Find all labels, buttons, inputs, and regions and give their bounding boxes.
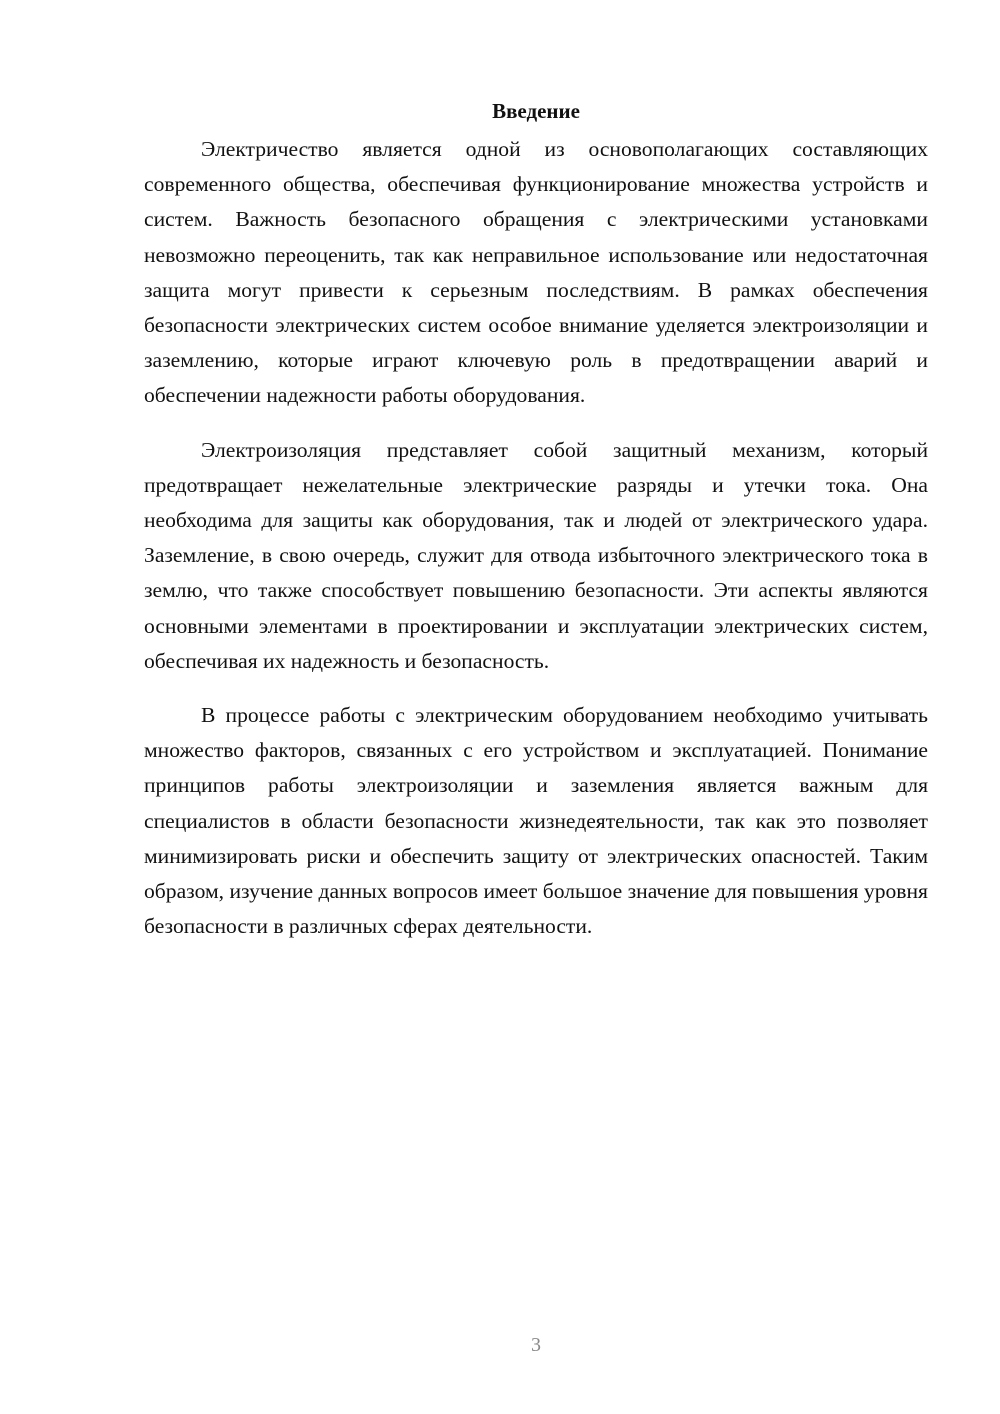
page-number: 3 (531, 1334, 541, 1356)
page-content (144, 96, 928, 963)
paragraph-3: В процессе работы с электрическим оборудованием необходимо учитывать множество факторов, связанных с его устройством и эксплуатацией. Понимание принципов работы электроизоляции и заземления является важным для специалистов в области безопасности жизнедеятельности, так как это позволяет минимизировать риски и обеспечить защиту от электрических опасностей. Таким образом, изучение данных вопросов имеет большое значение для повышения уровня безопасности в различных сферах деятельности. (144, 703, 928, 939)
section-heading: Введение (492, 99, 580, 123)
paragraph-1: Электричество является одной из основополагающих составляющих современного общества, обеспечивая функционирование множества устройств и систем. Важность безопасного обращения с электрическими установками невозможно переоценить, так как неправильное использование или недостаточная защита могут привести к серьезным последствиям. В рамках обеспечения безопасности электрических систем особое внимание уделяется электроизоляции и заземлению, которые играют ключевую роль в предотвращении аварий и обеспечении надежности работы оборудования. (144, 137, 928, 408)
paragraph-2: Электроизоляция представляет собой защитный механизм, который предотвращает нежелательные электрические разряды и утечки тока. Она необходима для защиты как оборудования, так и людей от электрического удара. Заземление, в свою очередь, служит для отвода избыточного электрического тока в землю, что также способствует повышению безопасности. Эти аспекты являются основными элементами в проектировании и эксплуатации электрических систем, обеспечивая их надежность и безопасность. (144, 437, 928, 673)
